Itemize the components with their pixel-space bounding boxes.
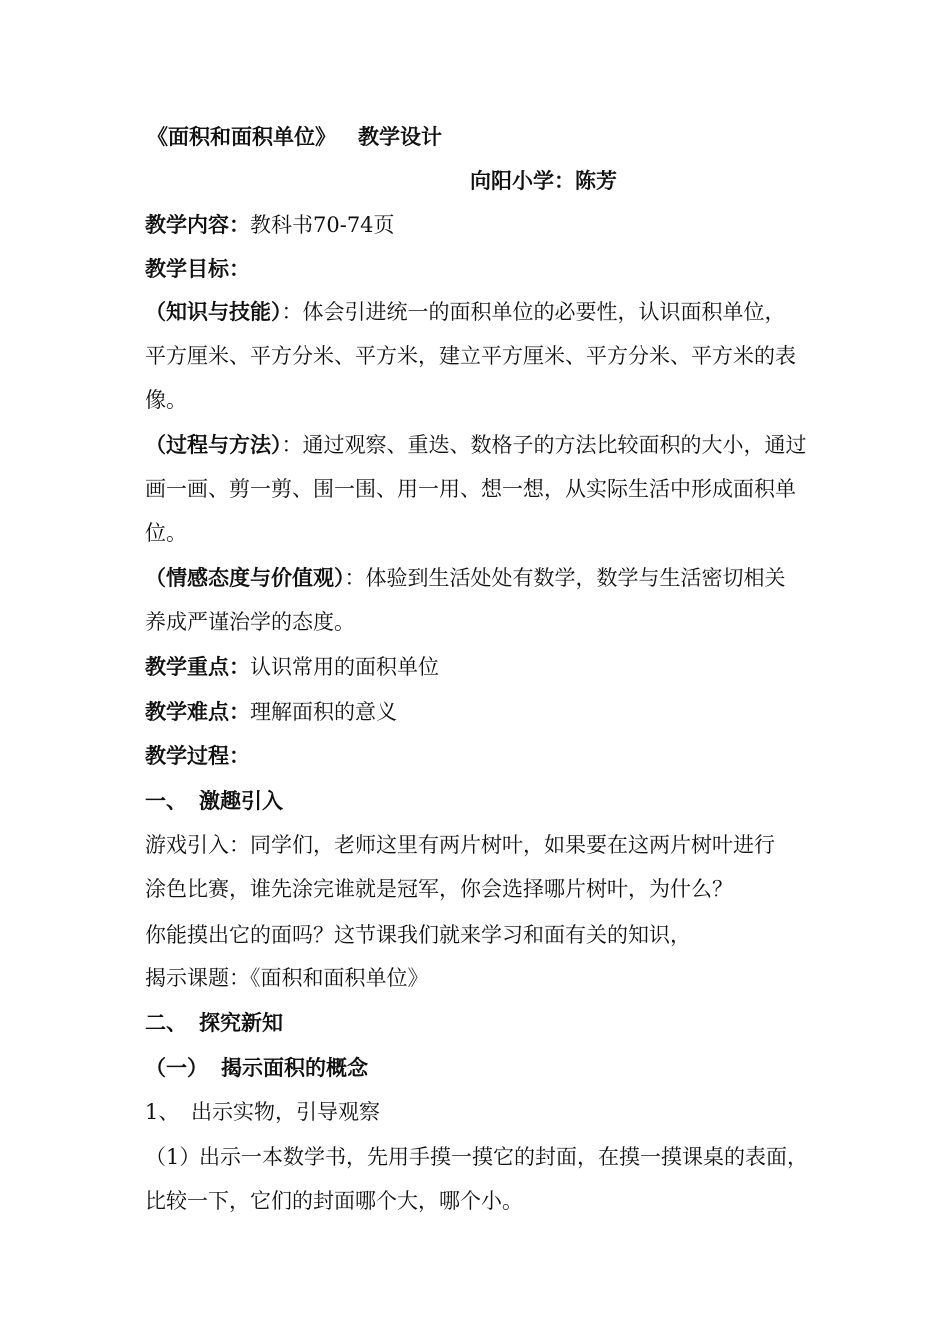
key-point-label: 教学重点： <box>145 655 250 679</box>
key-point-value: 认识常用的面积单位 <box>250 655 439 679</box>
goal1-line1 <box>145 297 786 327</box>
item1a-line1 <box>145 1142 808 1172</box>
item1a-text1: 出示一本数学书，先用手摸一摸它的封面，在摸一摸课桌的表面， <box>199 1145 808 1169</box>
section1-line4: 揭示课题：《面积和面积单位》 <box>145 966 429 990</box>
item1-text: 出示实物，引导观察 <box>191 1100 380 1124</box>
author-line: 向阳小学：陈芳 <box>470 169 617 193</box>
section1-line3: 你能摸出它的面吗？这节课我们就来学习和面有关的知识， <box>145 923 691 947</box>
goal3-line1 <box>145 563 786 593</box>
document-title <box>147 122 442 152</box>
section1-line2: 涂色比赛，谁先涂完谁就是冠军，你会选择哪片树叶，为什么？ <box>145 877 733 901</box>
goal2-line3: 位。 <box>145 521 187 545</box>
section2-title: 探究新知 <box>199 1011 283 1035</box>
subsection1-number: （一） <box>145 1056 208 1080</box>
section1-heading <box>145 786 283 816</box>
goal3-text1: ：体验到生活处处有数学，数学与生活密切相关 <box>344 566 786 590</box>
subsection1-title: 揭示面积的概念 <box>221 1056 368 1080</box>
goal1-line2: 平方厘米、平方分米、平方米，建立平方厘米、平方分米、平方米的表 <box>145 344 796 368</box>
content-value: 教科书70-74页 <box>250 213 395 237</box>
goal3-line2: 养成严谨治学的态度。 <box>145 610 355 634</box>
section1-number: 一、 <box>145 789 187 813</box>
goal3-label: （情感态度与价值观） <box>145 566 345 590</box>
item1-number: 1、 <box>145 1100 180 1124</box>
goal1-label: （知识与技能） <box>145 300 282 324</box>
goal1-text1: ：体会引进统一的面积单位的必要性，认识面积单位， <box>281 300 786 324</box>
goal2-line1 <box>145 430 807 460</box>
difficulty-label: 教学难点： <box>145 700 250 724</box>
section2-heading <box>145 1008 283 1038</box>
key-point-line <box>145 652 439 682</box>
difficulty-line <box>145 697 397 727</box>
goal2-line2: 画一画、剪一剪、围一围、用一用、想一想，从实际生活中形成面积单 <box>145 477 796 501</box>
item1-line <box>145 1097 380 1127</box>
goal2-text1: ：通过观察、重迭、数格子的方法比较面积的大小，通过 <box>281 433 807 457</box>
goal1-line3: 像。 <box>145 388 187 412</box>
process-heading: 教学过程： <box>145 744 250 768</box>
title-suffix: 教学设计 <box>358 125 442 149</box>
goal2-label: （过程与方法） <box>145 433 282 457</box>
content-label: 教学内容： <box>145 213 250 237</box>
item1a-line2: 比较一下，它们的封面哪个大，哪个小。 <box>145 1189 523 1213</box>
section1-title: 激趣引入 <box>199 789 283 813</box>
goals-heading: 教学目标： <box>145 257 250 281</box>
section1-line1: 游戏引入：同学们，老师这里有两片树叶，如果要在这两片树叶进行 <box>145 833 775 857</box>
content-line <box>145 210 395 240</box>
difficulty-value: 理解面积的意义 <box>250 700 397 724</box>
item1a-number: （1） <box>145 1145 201 1169</box>
title-book-name: 《面积和面积单位》 <box>147 125 336 149</box>
subsection1-heading <box>145 1053 368 1083</box>
section2-number: 二、 <box>145 1011 187 1035</box>
